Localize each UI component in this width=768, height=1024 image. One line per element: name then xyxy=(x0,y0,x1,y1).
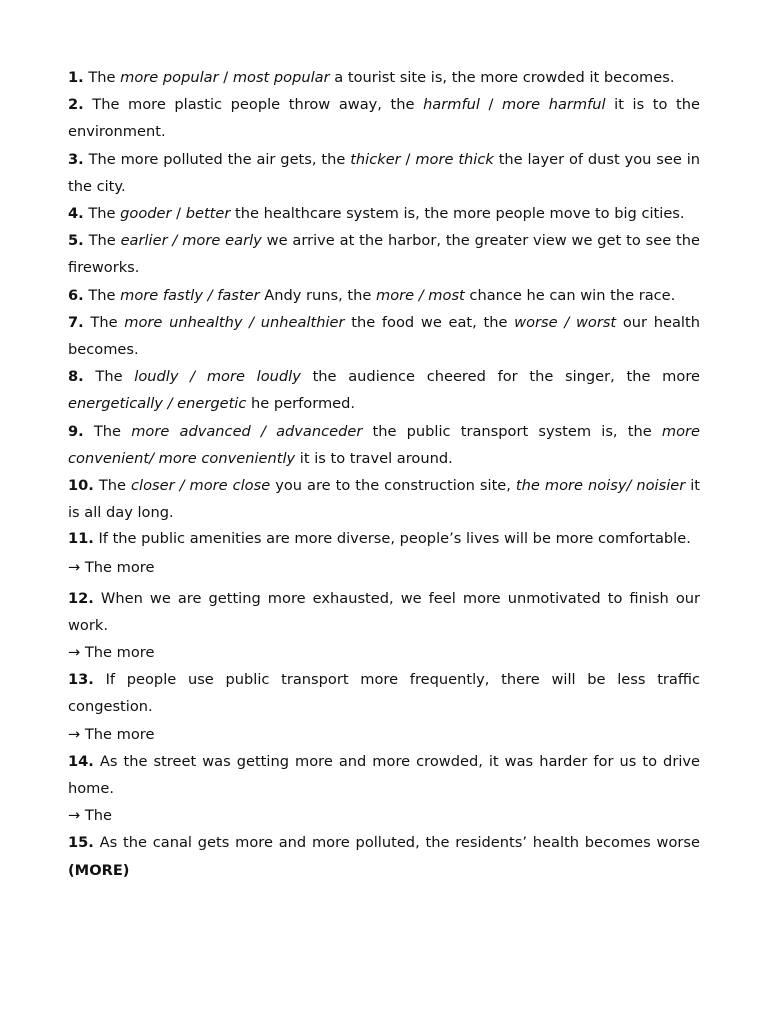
question-1 xyxy=(68,64,700,91)
question-9 xyxy=(68,418,700,472)
option-a: harmful xyxy=(423,96,480,114)
option-separator: / xyxy=(218,69,233,86)
options: more / most xyxy=(375,286,465,304)
question-number: 8. xyxy=(68,368,84,386)
question-text: you are to the construction site, xyxy=(270,477,516,495)
question-text: The xyxy=(88,286,121,304)
question-text: The xyxy=(88,69,121,86)
question-number: 9. xyxy=(68,422,84,440)
answer-prompt: → The more xyxy=(68,559,155,577)
question-number: 5. xyxy=(68,232,84,250)
answer-line-12 xyxy=(68,639,700,666)
question-text: As the canal gets more and more polluted, the residents’ health becomes worse xyxy=(99,834,701,852)
question-text: The more plastic people throw away, the xyxy=(92,96,424,114)
question-text: the public transport system is, the xyxy=(362,422,662,440)
question-text: chance he can win the race. xyxy=(464,286,676,304)
question-text: The xyxy=(88,232,121,250)
question-number: 1. xyxy=(68,69,84,86)
answer-prompt: → The xyxy=(68,807,113,825)
question-number: 10. xyxy=(68,477,94,495)
question-text: The more polluted the air gets, the xyxy=(88,150,351,168)
answer-prompt: → The more xyxy=(68,725,155,743)
answer-line-14 xyxy=(68,802,700,829)
question-number: 7. xyxy=(68,313,84,331)
question-number: 11. xyxy=(68,530,94,548)
option-b: more thick xyxy=(415,150,494,168)
options: closer / more close xyxy=(131,477,271,495)
question-text: The xyxy=(90,313,125,331)
question-text: If the public amenities are more diverse, people’s lives will be more comfortable. xyxy=(98,530,691,548)
options: worse / worst xyxy=(514,313,617,331)
option-a: gooder xyxy=(120,205,172,223)
question-2 xyxy=(68,91,700,145)
question-3 xyxy=(68,146,700,200)
question-number: 6. xyxy=(68,286,84,304)
question-number: 13. xyxy=(68,671,94,689)
question-text: it is all day long. xyxy=(68,477,701,522)
question-7 xyxy=(68,309,700,363)
option-separator: / xyxy=(479,96,503,114)
question-11 xyxy=(68,529,700,549)
question-text: it is to the environment. xyxy=(68,96,700,141)
question-8 xyxy=(68,363,700,417)
question-text: The xyxy=(88,205,121,223)
question-text: When we are getting more exhausted, we feel more unmotivated to finish our work. xyxy=(68,589,701,634)
option-b: more harmful xyxy=(502,96,606,114)
option-a: more popular xyxy=(120,69,219,86)
answer-prompt: → The more xyxy=(68,644,155,662)
question-number: 3. xyxy=(68,150,84,168)
worksheet xyxy=(68,64,700,884)
question-number: 15. xyxy=(68,834,94,852)
question-text: The xyxy=(95,368,135,386)
question-12 xyxy=(68,585,700,639)
question-10 xyxy=(68,472,700,526)
hint-keyword: (MORE) xyxy=(68,861,130,879)
question-number: 2. xyxy=(68,96,84,114)
question-text: the layer of dust you see in the city. xyxy=(68,150,701,195)
question-text: he performed. xyxy=(246,395,356,413)
question-text: it is to travel around. xyxy=(295,449,453,467)
question-6 xyxy=(68,282,700,309)
question-text: the food we eat, the xyxy=(344,313,515,331)
question-text: The xyxy=(93,422,132,440)
option-separator: / xyxy=(400,150,416,168)
question-text: the healthcare system is, the more people move to big cities. xyxy=(230,205,685,223)
question-4 xyxy=(68,200,700,227)
options: the more noisy/ noisier xyxy=(515,477,686,495)
options: more convenient/ more conveniently xyxy=(68,422,700,467)
option-b: most popular xyxy=(232,69,330,86)
option-separator: / xyxy=(171,205,186,223)
options: more fastly / faster xyxy=(120,286,260,304)
question-14 xyxy=(68,748,700,802)
question-text: As the street was getting more and more crowded, it was harder for us to drive home. xyxy=(68,752,700,798)
question-number: 14. xyxy=(68,752,94,770)
options: more advanced / advanceder xyxy=(131,422,363,440)
question-number: 4. xyxy=(68,205,84,223)
option-b: better xyxy=(185,205,231,223)
options: loudly / more loudly xyxy=(134,368,301,386)
question-text: we arrive at the harbor, the greater view we get to see the fireworks. xyxy=(68,232,700,277)
question-text: our health becomes. xyxy=(68,313,700,359)
question-5 xyxy=(68,227,700,281)
question-13 xyxy=(68,666,700,720)
options: more unhealthy / unhealthier xyxy=(124,313,345,331)
question-text: The xyxy=(98,477,131,495)
question-text: a tourist site is, the more crowded it becomes. xyxy=(329,69,675,86)
question-text: If people use public transport more frequently, there will be less traffic congestion. xyxy=(68,671,700,716)
options: energetically / energetic xyxy=(68,395,247,413)
options: earlier / more early xyxy=(120,232,262,250)
question-text: Andy runs, the xyxy=(259,286,376,304)
question-15 xyxy=(68,829,700,883)
answer-line-11 xyxy=(68,554,700,581)
option-a: thicker xyxy=(350,150,401,168)
question-number: 12. xyxy=(68,589,94,607)
question-text: the audience cheered for the singer, the more xyxy=(300,368,700,386)
answer-line-13 xyxy=(68,721,700,748)
